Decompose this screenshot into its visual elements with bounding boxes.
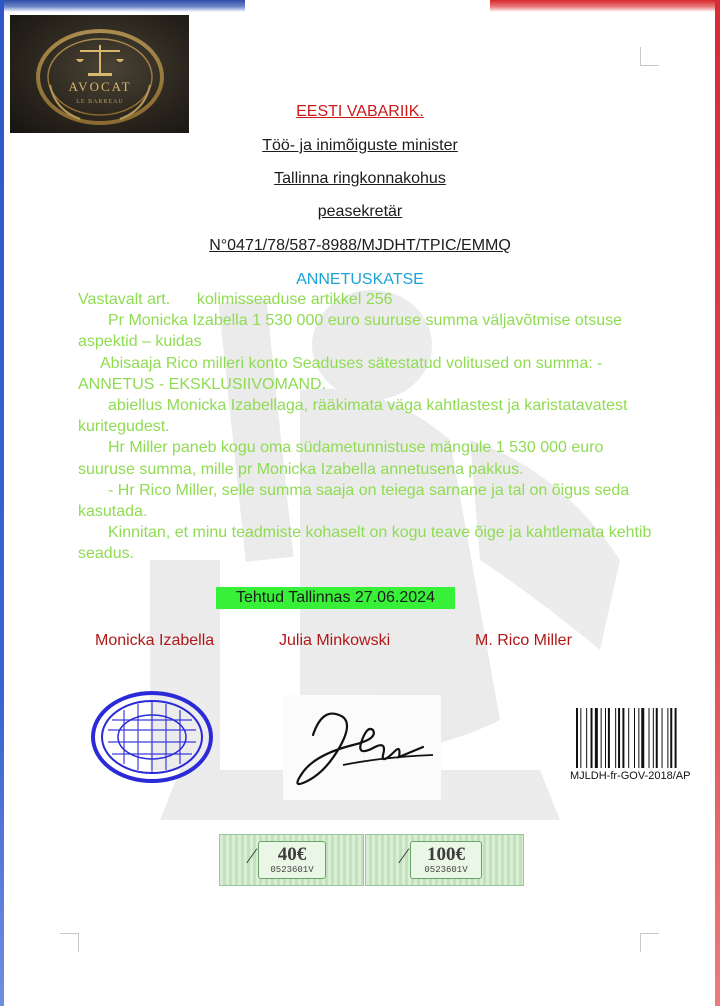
ministry-heading: Töö- ja inimõiguste minister [262, 137, 458, 154]
corner-mark-bottom-right [640, 933, 659, 952]
fee-stamp-label [258, 841, 326, 879]
body-paragraph: Vastavalt art. kolimisseaduse artikkel 256 [78, 291, 393, 308]
signer-name: Monicka Izabella [95, 632, 215, 649]
svg-text:LE BARREAU: LE BARREAU [76, 99, 124, 105]
fee-stamp-mark: ∕ [250, 843, 254, 868]
handwritten-signature [283, 695, 441, 800]
barcode [576, 708, 702, 768]
fee-serial: 0523601V [270, 865, 314, 875]
fee-stamp-mark: ∕ [402, 843, 406, 868]
signer-name: Julia Minkowski [279, 632, 391, 649]
fee-stamp-label [410, 841, 482, 879]
flag-stripe-top-red [490, 0, 720, 12]
official-stamp [90, 690, 214, 784]
court-heading: Tallinna ringkonnakohus [274, 170, 446, 187]
fee-stamp [365, 834, 524, 886]
corner-mark-top-right [640, 47, 659, 66]
barcode-code: MJLDH-fr-GOV-2018/AP [570, 770, 691, 782]
svg-text:AVOCAT: AVOCAT [68, 79, 132, 94]
body-paragraph: Kinnitan, et minu teadmiste kohaselt on kogu teave õige ja kahtlemata kehtib seadus. [78, 524, 652, 563]
body-paragraph: Abisaaja Rico milleri konto Seaduses sätestatud volitused on summa: - ANNETUS - EKSKLUSIIVOMAND. [78, 354, 603, 393]
place-date-line: Tehtud Tallinnas 27.06.2024 [216, 587, 455, 609]
secretary-heading: peasekretär [317, 203, 403, 220]
flag-stripe-top-blue [0, 0, 245, 12]
body-paragraph: Pr Monicka Izabella 1 530 000 euro suuruse summa väljavõtmise otsuse aspektid – kuidas [78, 312, 623, 351]
signer-name: M. Rico Miller [475, 632, 572, 649]
body-paragraph: - Hr Rico Miller, selle summa saaja on teiega sarnane ja tal on õigus seda kasutada. [78, 481, 630, 521]
country-heading: EESTI VABARIIK. [296, 103, 424, 120]
document-body [78, 289, 653, 565]
fee-stamp [219, 834, 364, 886]
corner-mark-bottom-left [60, 933, 79, 952]
fee-serial: 0523601V [424, 865, 468, 875]
document-number: N°0471/78/587-8988/MJDHT/TPIC/EMMQ [209, 237, 511, 254]
document-title: ANNETUSKATSE [296, 271, 424, 288]
body-paragraph: Hr Miller paneb kogu oma südametunnistuse mängule 1 530 000 euro suuruse summa, mille pr Monicka Izabella annetusena pakkus. [78, 439, 604, 478]
fee-value: 40€ [277, 844, 307, 865]
body-paragraph: abiellus Monicka Izabellaga, rääkimata väga kahtlastest ja karistatavatest kuritegudest. [78, 397, 628, 436]
fee-value: 100€ [427, 844, 465, 865]
